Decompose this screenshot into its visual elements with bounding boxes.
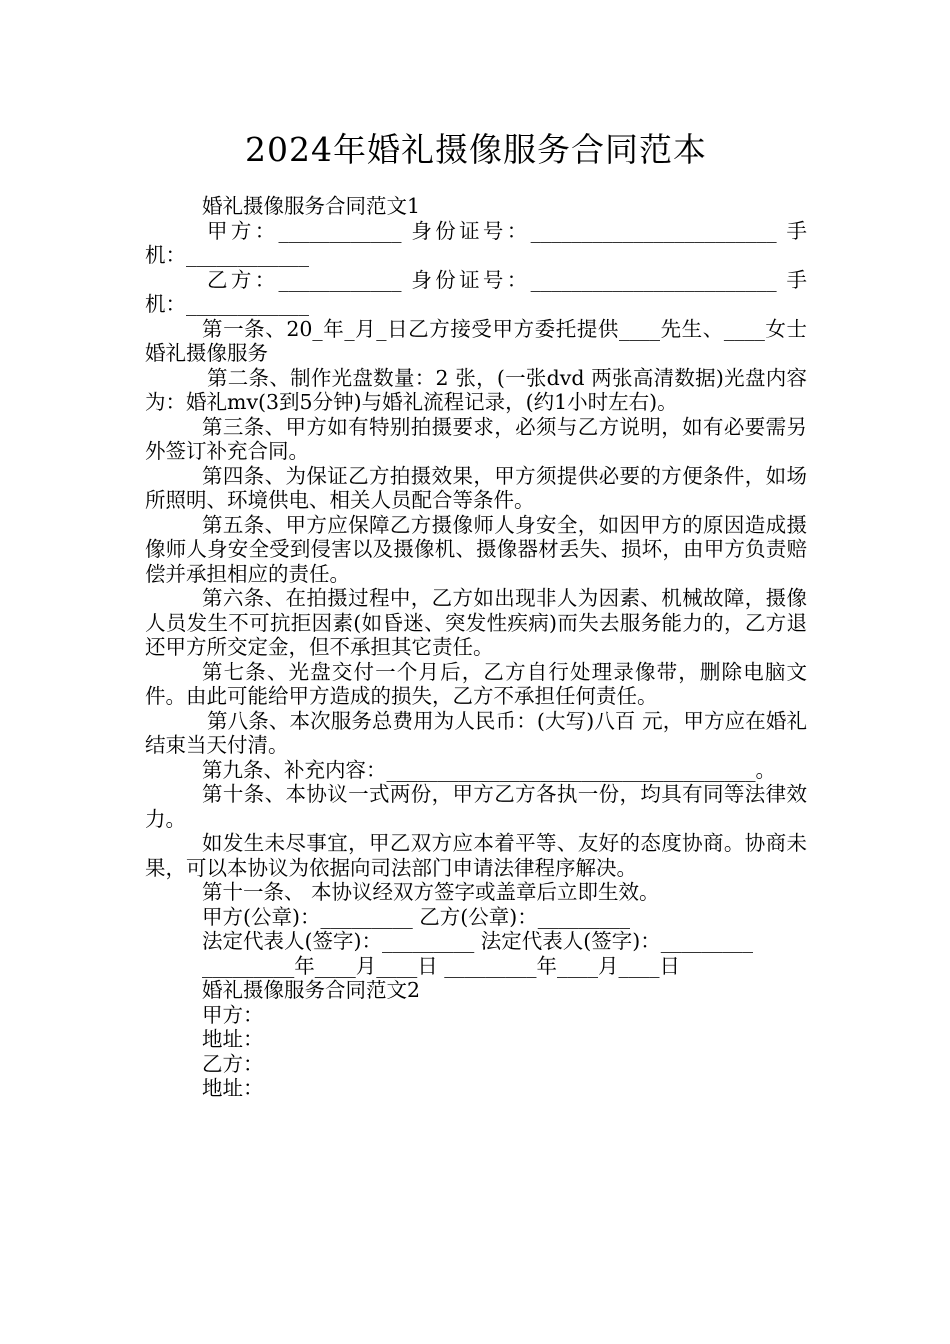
section-heading-2: 婚礼摄像服务合同范文2	[202, 978, 421, 1002]
section-heading-1: 婚礼摄像服务合同范文1	[202, 194, 421, 218]
party-a-info: 甲方：____________ 身份证号：________________________ 手机：____________	[145, 218, 807, 267]
clause-5: 第五条、甲方应保障乙方摄像师人身安全，如因甲方的原因造成摄像师人身安全受到侵害以及摄像机、摄像器材丢失、损坏，由甲方负责赔偿并承担相应的责任。	[145, 512, 807, 586]
clause-3: 第三条、甲方如有特别拍摄要求，必须与乙方说明，如有必要需另外签订补充合同。	[145, 414, 807, 463]
dispute-clause: 如发生未尽事宜，甲乙双方应本着平等、友好的态度协商。协商未果，可以本协议为依据向司法部门申请法律程序解决。	[145, 831, 807, 880]
party-a-label: 甲方：	[202, 1002, 264, 1027]
clause-10: 第十条、本协议一式两份，甲方乙方各执一份，均具有同等法律效力。	[145, 782, 807, 831]
date-line: _________年____月____日 _________年____月____日	[202, 953, 681, 978]
signature-line: 法定代表人(签字)：_________ 法定代表人(签字)：_________	[202, 929, 754, 953]
clause-2: 第二条、制作光盘数量：2 张，(一张dvd 两张高清数据)光盘内容为：婚礼mv(3到5分钟)与婚礼流程记录，(约1小时左右)。	[145, 365, 807, 414]
clause-9: 第九条、补充内容：____________________________________。	[202, 757, 776, 782]
party-b-label: 乙方：	[202, 1051, 264, 1076]
party-b-info: 乙方：____________ 身份证号：________________________ 手机：____________	[145, 267, 807, 316]
clause-4: 第四条、为保证乙方拍摄效果，甲方须提供必要的方便条件，如场所照明、环境供电、相关人员配合等条件。	[145, 463, 807, 512]
seal-line: 甲方(公章)：_________ 乙方(公章)：_________	[202, 904, 631, 929]
clause-6: 第六条、在拍摄过程中，乙方如出现非人为因素、机械故障，摄像人员发生不可抗拒因素(如昏迷、突发性疾病)而失去服务能力的，乙方退还甲方所交定金，但不承担其它责任。	[145, 586, 807, 659]
party-b-address-label: 地址：	[202, 1076, 264, 1100]
party-a-address-label: 地址：	[202, 1027, 264, 1051]
clause-7: 第七条、光盘交付一个月后，乙方自行处理录像带，删除电脑文件。由此可能给甲方造成的损失，乙方不承担任何责任。	[145, 659, 807, 708]
clause-11: 第十一条、 本协议经双方签字或盖章后立即生效。	[202, 880, 660, 904]
clause-1: 第一条、20_年_月_日乙方接受甲方委托提供____先生、____女士婚礼摄像服务	[145, 316, 807, 365]
clause-8: 第八条、本次服务总费用为人民币：(大写)八百 元，甲方应在婚礼结束当天付清。	[145, 708, 807, 757]
document-body	[145, 194, 807, 1101]
document-title: 2024年婚礼摄像服务合同范本	[245, 130, 707, 169]
